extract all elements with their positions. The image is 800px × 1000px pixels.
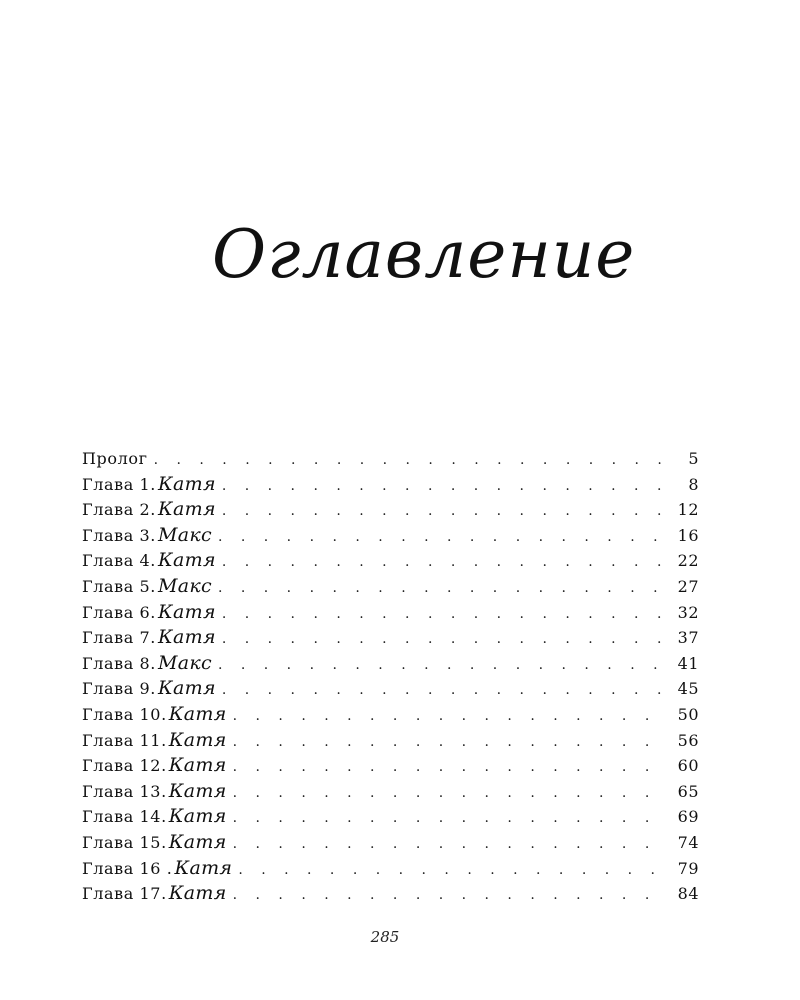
dot-leader [233,883,667,909]
toc-entry-chapter-5 [82,574,699,600]
toc-entry-chapter-3 [82,523,699,549]
dot-leader [222,474,667,500]
toc-entry-prologue [82,446,699,472]
page-number: 285 [370,928,400,946]
toc-entry-page: 8 [688,474,699,494]
toc-entry-chapter-2 [82,497,699,523]
toc-entry-narrator: Катя [174,856,233,879]
toc-entry-chapter-17 [82,881,699,907]
toc-entry-page: 84 [677,884,699,904]
toc-entry-label: Глава 13. [82,781,167,801]
toc-entry-chapter-14 [82,804,699,830]
toc-entry-narrator: Макс [158,574,212,597]
toc-entry-page: 69 [677,807,699,827]
dot-leader [233,806,667,832]
toc-entry-page: 56 [677,730,699,750]
dot-leader [218,525,667,551]
toc-entry-chapter-9 [82,676,699,702]
toc-entry-page: 50 [677,704,699,724]
toc-entry-page: 45 [677,679,699,699]
toc-entry-label: Глава 1. [82,474,156,494]
toc-entry-narrator: Катя [168,805,227,828]
toc-entry-label: Глава 11. [82,730,167,750]
toc-entry-page: 16 [677,525,699,545]
toc-entry-narrator: Катя [168,779,227,802]
toc-entry-chapter-4 [82,548,699,574]
toc-entry-page: 22 [677,551,699,571]
toc-entry-label: Глава 17. [82,884,167,904]
toc-entry-label: Глава 12. [82,756,167,776]
toc-entry-page: 12 [677,500,699,520]
toc-entry-label: Глава 3. [82,525,156,545]
toc-entry-page: 32 [677,602,699,622]
dot-leader [218,653,667,679]
toc-entry-label: Глава 4. [82,551,156,571]
toc-entry-chapter-15 [82,830,699,856]
toc-entry-narrator: Катя [168,754,227,777]
toc-entry-chapter-7 [82,625,699,651]
toc-entry-narrator: Макс [158,651,212,674]
dot-leader [233,832,667,858]
toc-entry-page: 60 [677,756,699,776]
dot-leader [222,550,667,576]
toc-entry-label: Глава 7. [82,628,156,648]
toc-entry-narrator: Катя [158,626,216,649]
dot-leader [233,781,667,807]
toc-entry-label: Глава 6. [82,602,156,622]
toc-entry-chapter-16 [82,856,699,882]
table-of-contents [82,446,699,907]
toc-entry-label: Глава 9. [82,679,156,699]
dot-leader [233,755,667,781]
toc-entry-narrator: Катя [168,830,227,853]
toc-entry-label: Глава 16 . [82,858,173,878]
toc-entry-label: Глава 14. [82,807,167,827]
dot-leader [222,602,667,628]
toc-entry-label: Глава 10. [82,704,167,724]
toc-entry-chapter-8 [82,651,699,677]
toc-entry-narrator: Катя [158,549,216,572]
dot-leader [222,499,667,525]
toc-entry-narrator: Катя [168,882,227,905]
toc-entry-chapter-1 [82,472,699,498]
toc-entry-chapter-10 [82,702,699,728]
toc-entry-narrator: Катя [158,498,216,521]
toc-entry-label: Глава 15. [82,832,167,852]
toc-entry-chapter-11 [82,728,699,754]
toc-entry-narrator: Катя [158,677,216,700]
toc-entry-narrator: Катя [158,472,216,495]
toc-entry-chapter-12 [82,753,699,779]
toc-entry-page: 79 [677,858,699,878]
toc-entry-label: Пролог [82,449,148,468]
dot-leader [233,704,667,730]
dot-leader [154,448,667,474]
dot-leader [233,730,667,756]
toc-entry-chapter-6 [82,600,699,626]
toc-entry-chapter-13 [82,779,699,805]
toc-entry-label: Глава 5. [82,576,156,596]
toc-entry-narrator: Катя [158,600,216,623]
toc-entry-narrator: Макс [158,523,212,546]
toc-entry-page: 41 [677,653,699,673]
toc-entry-narrator: Катя [168,702,227,725]
toc-entry-page: 65 [677,781,699,801]
toc-entry-label: Глава 8. [82,653,156,673]
toc-entry-page: 5 [688,449,699,468]
dot-leader [238,858,667,884]
toc-entry-page: 37 [677,628,699,648]
toc-entry-page: 74 [677,832,699,852]
dot-leader [222,678,667,704]
toc-entry-narrator: Катя [168,728,227,751]
toc-entry-page: 27 [677,576,699,596]
toc-entry-label: Глава 2. [82,500,156,520]
page-title: Оглавление [212,216,636,293]
dot-leader [218,576,667,602]
dot-leader [222,627,667,653]
